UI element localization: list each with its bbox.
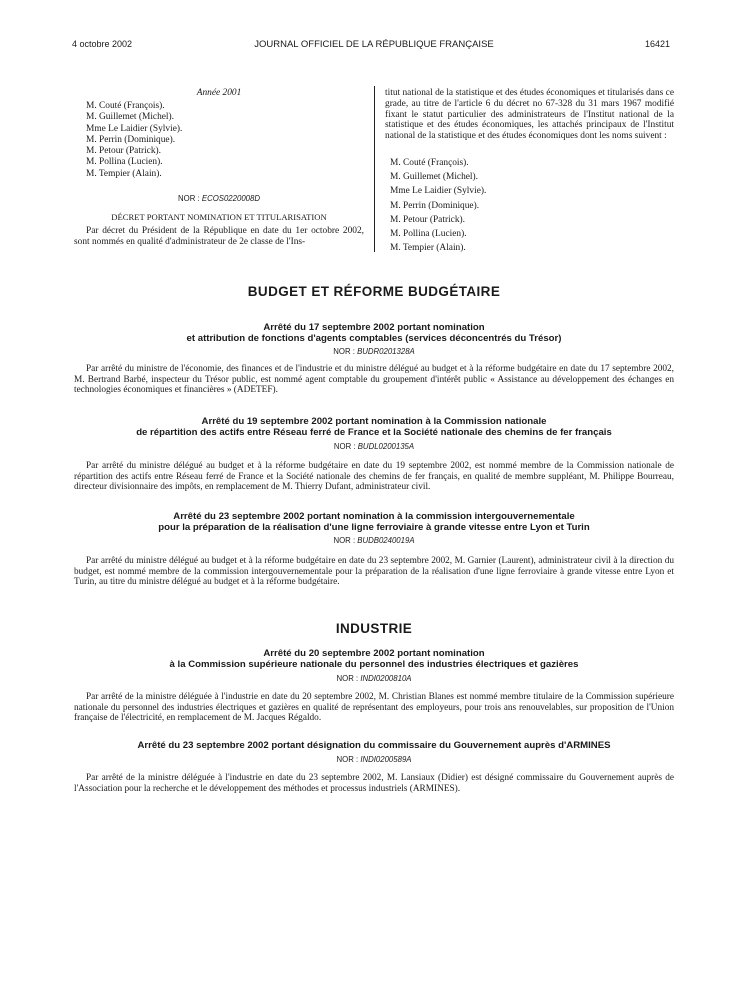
list-item: M. Couté (François).: [390, 158, 469, 168]
arrete-text: Par arrêté du ministre de l'économie, des finances et de l'industrie et du ministre délégué au budget et à la réforme budgétaire en date du 17 septembre 2002, M. Bertrand Barbé, inspecteur du Trésor public, est nommé agent comptable du groupement d'intérêt public « Assistance au développement des échanges en technologies économiques et financières » (ADETEF).: [74, 364, 674, 396]
arrete-title: [74, 740, 674, 751]
right-names-list: [390, 156, 670, 255]
list-item: M. Guillemet (Michel).: [390, 172, 479, 183]
title-line: à la Commission supérieure nationale du personnel des industries électriques et gazières: [169, 659, 579, 670]
arrete-text: Par arrêté du ministre délégué au budget et à la réforme budgétaire en date du 23 septembre 2002, M. Garnier (Laurent), administrateur civil à la direction du budget, est nommé membre de la commission intergouvernementale pour la préparation de la réalisation d'une ligne ferroviaire à grande vitesse entre Lyon et Turin, au titre du ministre délégué au budget et à la réforme budgétaire.: [74, 556, 674, 588]
arrete-text: Par arrêté de la ministre déléguée à l'industrie en date du 23 septembre 2002, M. Lansiaux (Didier) est désigné commissaire du Gouvernement auprès de l'Association pour la recherche et le développement des méthodes et processus industriels (ARMINES).: [74, 773, 674, 794]
nor-code: INDI0200589A: [360, 755, 412, 764]
nor-code: BUDR0201328A: [357, 347, 415, 356]
nor-reference: NOR : BUDR0201328A: [333, 347, 415, 356]
list-item: M. Petour (Patrick).: [390, 214, 465, 225]
left-names-list: [86, 101, 366, 180]
title-line: Arrêté du 20 septembre 2002 portant nomination: [263, 648, 485, 659]
decree-title: DÉCRET PORTANT NOMINATION ET TITULARISATION: [111, 212, 327, 222]
nor-reference: NOR : INDI0200810A: [336, 674, 412, 683]
section-heading-industrie: INDUSTRIE: [335, 621, 413, 636]
list-item: M. Pollina (Lucien).: [390, 228, 467, 239]
arrete-title: [74, 416, 674, 438]
list-item: M. Pollina (Lucien).: [86, 157, 163, 168]
title-line: et attribution de fonctions d'agents comptables (services déconcentrés du Trésor): [186, 333, 562, 344]
section-heading-budget: BUDGET ET RÉFORME BUDGÉTAIRE: [247, 284, 501, 299]
nor-reference: NOR : INDI0200589A: [336, 755, 412, 764]
nor-code: BUDL0200135A: [357, 442, 415, 451]
nor-reference: NOR : BUDB0240019A: [333, 536, 415, 545]
header-journal-title: JOURNAL OFFICIEL DE LA RÉPUBLIQUE FRANÇAISE: [254, 39, 494, 50]
list-item: Mme Le Laidier (Sylvie).: [86, 123, 183, 134]
list-item: M. Tempier (Alain).: [390, 243, 466, 254]
title-line: de répartition des actifs entre Réseau ferré de France et la Société nationale des chemins de fer français: [136, 427, 612, 438]
arrete-title: [74, 648, 674, 670]
title-line: Arrêté du 23 septembre 2002 portant nomination à la commission intergouvernementale: [173, 511, 575, 522]
header-date: 4 octobre 2002: [72, 39, 133, 49]
arrete-title: [74, 511, 674, 533]
header-page-number: 16421: [644, 39, 670, 49]
list-item: M. Couté (François).: [86, 101, 165, 111]
arrete-title: [74, 322, 674, 344]
title-line: Arrêté du 23 septembre 2002 portant désignation du commissaire du Gouvernement auprès d'ARMINES: [137, 740, 611, 751]
list-item: Mme Le Laidier (Sylvie).: [390, 186, 487, 197]
decree-text: Par décret du Président de la République en date du 1er octobre 2002, sont nommés en qualité d'administrateur de 2e classe de l'Ins-: [74, 226, 364, 247]
nor-code: ECOS0220008D: [201, 194, 260, 203]
right-column-text: titut national de la statistique et des études économiques et titularisés dans ce grade, au titre de l'article 6 du décret no 67-328 du 31 mars 1967 modifié fixant le statut particulier des administrateurs de l'Institut national de la statistique et des études économiques, les attachés principaux de l'Institut national de la statistique et des études économiques dont les noms suivent :: [385, 88, 674, 142]
title-line: pour la préparation de la réalisation d'une ligne ferroviaire à grande vitesse entre Lyon et Turin: [158, 522, 590, 533]
list-item: M. Petour (Patrick).: [86, 146, 161, 157]
list-item: M. Perrin (Dominique).: [86, 134, 176, 145]
nor-code: INDI0200810A: [360, 674, 412, 683]
title-line: Arrêté du 19 septembre 2002 portant nomination à la Commission nationale: [201, 416, 547, 427]
nor-reference: [74, 194, 364, 203]
title-line: Arrêté du 17 septembre 2002 portant nomination: [263, 322, 485, 333]
year-heading: Année 2001: [196, 88, 242, 98]
arrete-text: Par arrêté de la ministre déléguée à l'industrie en date du 20 septembre 2002, M. Christian Blanes est nommé membre titulaire de la Commission supérieure nationale du personnel des industries électriques et gazières en qualité de représentant des employeurs, pour trois ans renouvelables, sur proposition de l'Union française de l'électricité, en remplacement de M. Jacques Régaldo.: [74, 692, 674, 724]
column-divider: [374, 86, 375, 252]
nor-reference: NOR : BUDL0200135A: [333, 442, 415, 451]
list-item: M. Tempier (Alain).: [86, 168, 162, 179]
arrete-text: Par arrêté du ministre délégué au budget et à la réforme budgétaire en date du 19 septembre 2002, est nommé membre de la Commission nationale de répartition des actifs entre Réseau ferré de France et la Société nationale des chemins de fer français, en qualité de membre suppléant, M. Philippe Bourreau, directeur divisionnaire des impôts, en remplacement de M. Thierry Dufant, administrateur civil.: [74, 461, 674, 493]
nor-label: NOR :: [178, 194, 200, 203]
nor-code: BUDB0240019A: [357, 536, 415, 545]
list-item: M. Perrin (Dominique).: [390, 200, 480, 211]
list-item: M. Guillemet (Michel).: [86, 112, 175, 123]
